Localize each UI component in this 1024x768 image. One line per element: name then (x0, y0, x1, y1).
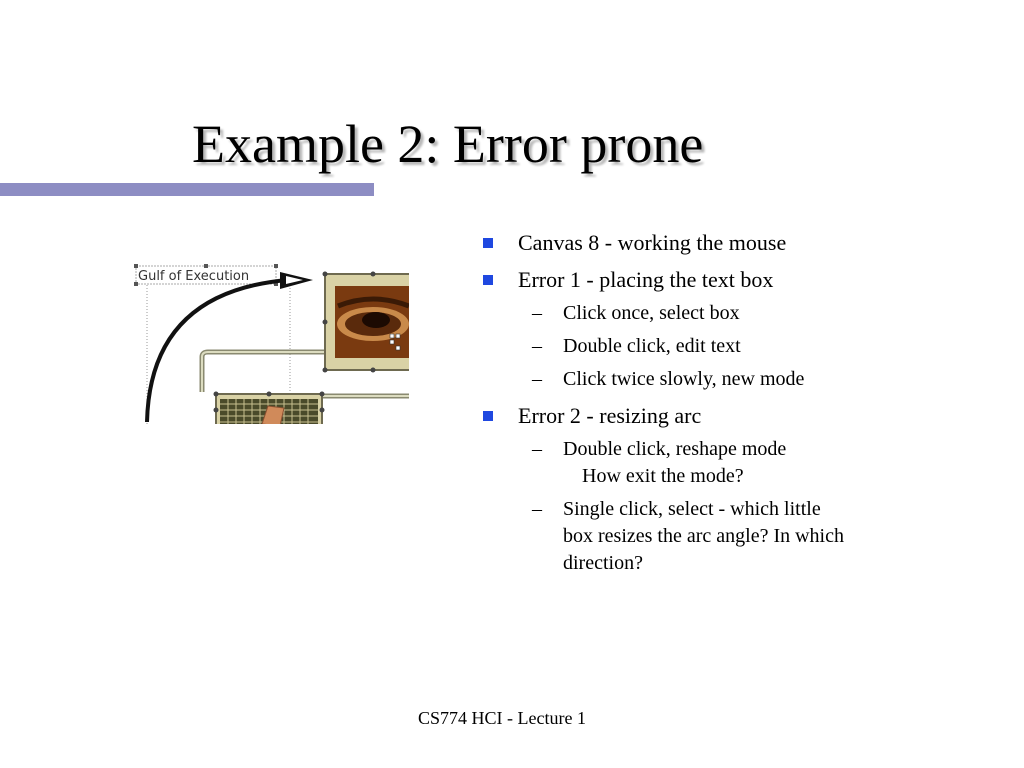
gulf-of-execution-figure (128, 262, 409, 424)
square-bullet-icon (483, 238, 493, 248)
bullet-item (480, 399, 900, 433)
bullet-list (480, 226, 900, 583)
bullet-text: Error 1 - placing the text box (518, 267, 774, 292)
slide-footer: CS774 HCI - Lecture 1 (418, 708, 586, 728)
dash-bullet-icon: – (532, 498, 542, 520)
sub-bullet-item (480, 300, 900, 327)
dash-bullet-icon: – (532, 438, 542, 460)
sub-bullet-item (480, 436, 900, 490)
sub-bullet-text: Click once, select box (563, 302, 740, 324)
dash-bullet-icon: – (532, 368, 542, 390)
square-bullet-icon (483, 275, 493, 285)
bullet-text: Canvas 8 - working the mouse (518, 230, 787, 255)
sub-bullet-text: direction? (563, 552, 643, 574)
sub-bullet-text: Single click, select - which little (563, 498, 821, 520)
bullet-text: Error 2 - resizing arc (518, 403, 702, 428)
sub-bullet-text: box resizes the arc angle? In which (563, 525, 844, 547)
sub-bullet-text: Double click, reshape mode (563, 438, 787, 460)
figure-illustration (128, 262, 409, 424)
slide-title: Example 2: Error prone (192, 114, 704, 174)
title-underline-bar (0, 183, 374, 196)
sub-bullet-item (480, 366, 900, 393)
sub-bullet-text: Click twice slowly, new mode (563, 368, 805, 390)
sub-bullet-text: Double click, edit text (563, 335, 741, 357)
figure-label: Gulf of Execution (138, 269, 250, 284)
dash-bullet-icon: – (532, 335, 542, 357)
bullet-item (480, 263, 900, 297)
sub-bullet-text: How exit the mode? (582, 465, 744, 487)
keyboard-hand-icon (214, 392, 325, 425)
sub-bullet-item (480, 496, 900, 577)
bullet-item (480, 226, 900, 260)
sub-bullet-item (480, 333, 900, 360)
dash-bullet-icon: – (532, 302, 542, 324)
square-bullet-icon (483, 411, 493, 421)
eye-photo-icon (323, 272, 410, 373)
